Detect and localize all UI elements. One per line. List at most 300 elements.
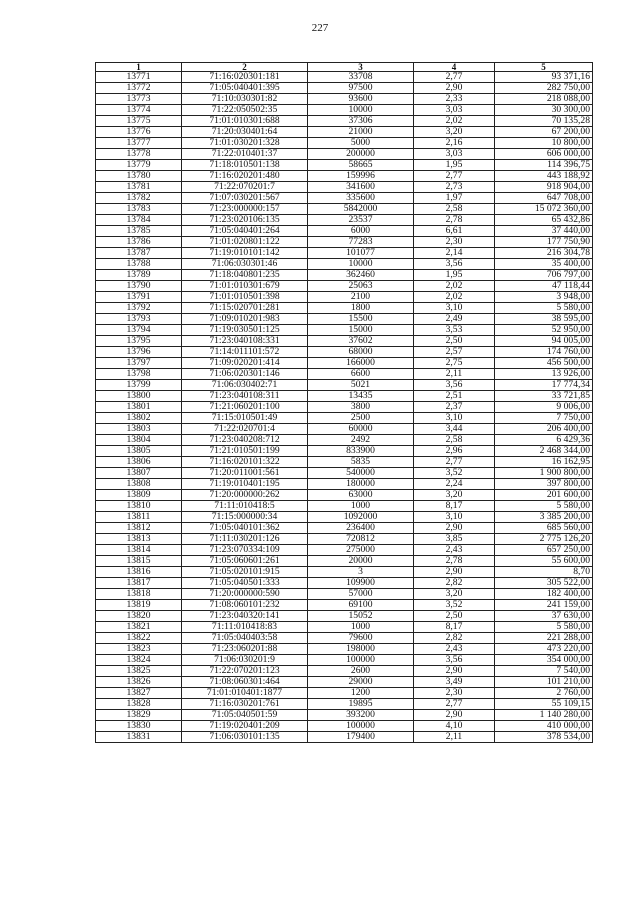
row-number-cell: 13831 bbox=[96, 732, 182, 743]
area-cell: 13435 bbox=[308, 391, 414, 402]
area-cell: 33708 bbox=[308, 72, 414, 83]
area-cell: 3800 bbox=[308, 402, 414, 413]
row-number-cell: 13805 bbox=[96, 446, 182, 457]
column-header: 2 bbox=[182, 63, 308, 72]
row-number-cell: 13806 bbox=[96, 457, 182, 468]
row-number-cell: 13800 bbox=[96, 391, 182, 402]
rate-cell: 2,02 bbox=[414, 292, 495, 303]
area-cell: 179400 bbox=[308, 732, 414, 743]
cadastral-number-cell: 71:23:040320:141 bbox=[182, 611, 308, 622]
rate-cell: 2,43 bbox=[414, 545, 495, 556]
cadastral-number-cell: 71:23:060201:88 bbox=[182, 644, 308, 655]
cadastral-number-cell: 71:23:000000:157 bbox=[182, 204, 308, 215]
value-cell: 114 396,75 bbox=[495, 160, 593, 171]
cadastral-number-cell: 71:05:040401:264 bbox=[182, 226, 308, 237]
table-row bbox=[96, 270, 593, 281]
area-cell: 25063 bbox=[308, 281, 414, 292]
area-cell: 100000 bbox=[308, 655, 414, 666]
area-cell: 335600 bbox=[308, 193, 414, 204]
cadastral-number-cell: 71:15:020701:281 bbox=[182, 303, 308, 314]
rate-cell: 3,10 bbox=[414, 512, 495, 523]
row-number-cell: 13808 bbox=[96, 479, 182, 490]
row-number-cell: 13804 bbox=[96, 435, 182, 446]
cadastral-number-cell: 71:11:010418:83 bbox=[182, 622, 308, 633]
row-number-cell: 13797 bbox=[96, 358, 182, 369]
value-cell: 101 210,00 bbox=[495, 677, 593, 688]
value-cell: 354 000,00 bbox=[495, 655, 593, 666]
row-number-cell: 13793 bbox=[96, 314, 182, 325]
cadastral-number-cell: 71:06:020301:146 bbox=[182, 369, 308, 380]
value-cell: 37 630,00 bbox=[495, 611, 593, 622]
row-number-cell: 13795 bbox=[96, 336, 182, 347]
table-row bbox=[96, 479, 593, 490]
row-number-cell: 13829 bbox=[96, 710, 182, 721]
area-cell: 97500 bbox=[308, 83, 414, 94]
area-cell: 362460 bbox=[308, 270, 414, 281]
table-row bbox=[96, 193, 593, 204]
area-cell: 5842000 bbox=[308, 204, 414, 215]
row-number-cell: 13810 bbox=[96, 501, 182, 512]
rate-cell: 2,77 bbox=[414, 72, 495, 83]
area-cell: 109900 bbox=[308, 578, 414, 589]
row-number-cell: 13826 bbox=[96, 677, 182, 688]
table-row bbox=[96, 633, 593, 644]
area-cell: 5000 bbox=[308, 138, 414, 149]
rate-cell: 2,77 bbox=[414, 457, 495, 468]
cadastral-number-cell: 71:05:040501:333 bbox=[182, 578, 308, 589]
area-cell: 69100 bbox=[308, 600, 414, 611]
table-row bbox=[96, 578, 593, 589]
row-number-cell: 13814 bbox=[96, 545, 182, 556]
rate-cell: 2,58 bbox=[414, 435, 495, 446]
area-cell: 2100 bbox=[308, 292, 414, 303]
value-cell: 2 760,00 bbox=[495, 688, 593, 699]
rate-cell: 2,90 bbox=[414, 710, 495, 721]
table-row bbox=[96, 732, 593, 743]
value-cell: 657 250,00 bbox=[495, 545, 593, 556]
row-number-cell: 13792 bbox=[96, 303, 182, 314]
table-row bbox=[96, 710, 593, 721]
area-cell: 1800 bbox=[308, 303, 414, 314]
cadastral-number-cell: 71:20:030401:64 bbox=[182, 127, 308, 138]
area-cell: 2600 bbox=[308, 666, 414, 677]
area-cell: 1200 bbox=[308, 688, 414, 699]
cadastral-number-cell: 71:19:020401:209 bbox=[182, 721, 308, 732]
cadastral-number-cell: 71:21:060201:100 bbox=[182, 402, 308, 413]
area-cell: 1000 bbox=[308, 622, 414, 633]
table-row bbox=[96, 413, 593, 424]
row-number-cell: 13773 bbox=[96, 94, 182, 105]
rate-cell: 3,56 bbox=[414, 380, 495, 391]
table-row bbox=[96, 83, 593, 94]
table-row bbox=[96, 182, 593, 193]
cadastral-number-cell: 71:22:050502:35 bbox=[182, 105, 308, 116]
row-number-cell: 13798 bbox=[96, 369, 182, 380]
value-cell: 378 534,00 bbox=[495, 732, 593, 743]
rate-cell: 6,61 bbox=[414, 226, 495, 237]
table-row bbox=[96, 259, 593, 270]
row-number-cell: 13824 bbox=[96, 655, 182, 666]
cadastral-number-cell: 71:21:010501:199 bbox=[182, 446, 308, 457]
table-row bbox=[96, 545, 593, 556]
table-row bbox=[96, 622, 593, 633]
value-cell: 218 088,00 bbox=[495, 94, 593, 105]
value-cell: 647 708,00 bbox=[495, 193, 593, 204]
cadastral-number-cell: 71:01:010301:688 bbox=[182, 116, 308, 127]
cadastral-number-cell: 71:05:020101:915 bbox=[182, 567, 308, 578]
table-row bbox=[96, 589, 593, 600]
cadastral-number-cell: 71:01:010401:1877 bbox=[182, 688, 308, 699]
rate-cell: 1,97 bbox=[414, 193, 495, 204]
area-cell: 29000 bbox=[308, 677, 414, 688]
rate-cell: 3,53 bbox=[414, 325, 495, 336]
cadastral-number-cell: 71:06:030201:9 bbox=[182, 655, 308, 666]
row-number-cell: 13827 bbox=[96, 688, 182, 699]
cadastral-number-cell: 71:23:040208:712 bbox=[182, 435, 308, 446]
row-number-cell: 13811 bbox=[96, 512, 182, 523]
rate-cell: 3,56 bbox=[414, 655, 495, 666]
column-header: 5 bbox=[495, 63, 593, 72]
value-cell: 55 109,15 bbox=[495, 699, 593, 710]
rate-cell: 3,20 bbox=[414, 589, 495, 600]
cadastral-number-cell: 71:16:030201:761 bbox=[182, 699, 308, 710]
value-cell: 47 118,44 bbox=[495, 281, 593, 292]
row-number-cell: 13828 bbox=[96, 699, 182, 710]
value-cell: 473 220,00 bbox=[495, 644, 593, 655]
row-number-cell: 13775 bbox=[96, 116, 182, 127]
cadastral-number-cell: 71:05:040501:59 bbox=[182, 710, 308, 721]
table-row bbox=[96, 336, 593, 347]
cadastral-number-cell: 71:22:010401:37 bbox=[182, 149, 308, 160]
area-cell: 60000 bbox=[308, 424, 414, 435]
rate-cell: 2,30 bbox=[414, 237, 495, 248]
area-cell: 37602 bbox=[308, 336, 414, 347]
value-cell: 8,70 bbox=[495, 567, 593, 578]
area-cell: 23537 bbox=[308, 215, 414, 226]
table-row bbox=[96, 72, 593, 83]
rate-cell: 3,85 bbox=[414, 534, 495, 545]
rate-cell: 3,52 bbox=[414, 600, 495, 611]
row-number-cell: 13816 bbox=[96, 567, 182, 578]
area-cell: 720812 bbox=[308, 534, 414, 545]
value-cell: 9 006,00 bbox=[495, 402, 593, 413]
cadastral-number-cell: 71:01:030201:328 bbox=[182, 138, 308, 149]
area-cell: 68000 bbox=[308, 347, 414, 358]
cadastral-number-cell: 71:22:020701:4 bbox=[182, 424, 308, 435]
table-row bbox=[96, 655, 593, 666]
table-row bbox=[96, 567, 593, 578]
value-cell: 55 600,00 bbox=[495, 556, 593, 567]
table-row bbox=[96, 105, 593, 116]
row-number-cell: 13786 bbox=[96, 237, 182, 248]
rate-cell: 3,10 bbox=[414, 413, 495, 424]
row-number-cell: 13782 bbox=[96, 193, 182, 204]
value-cell: 7 540,00 bbox=[495, 666, 593, 677]
value-cell: 38 595,00 bbox=[495, 314, 593, 325]
cadastral-number-cell: 71:05:060601:261 bbox=[182, 556, 308, 567]
rate-cell: 2,58 bbox=[414, 204, 495, 215]
table-row bbox=[96, 600, 593, 611]
area-cell: 6600 bbox=[308, 369, 414, 380]
cadastral-number-cell: 71:10:030301:82 bbox=[182, 94, 308, 105]
area-cell: 275000 bbox=[308, 545, 414, 556]
rate-cell: 2,11 bbox=[414, 369, 495, 380]
value-cell: 15 072 360,00 bbox=[495, 204, 593, 215]
table-row bbox=[96, 347, 593, 358]
row-number-cell: 13796 bbox=[96, 347, 182, 358]
area-cell: 19895 bbox=[308, 699, 414, 710]
area-cell: 341600 bbox=[308, 182, 414, 193]
value-cell: 305 522,00 bbox=[495, 578, 593, 589]
value-cell: 443 188,92 bbox=[495, 171, 593, 182]
table-row bbox=[96, 204, 593, 215]
rate-cell: 3,03 bbox=[414, 105, 495, 116]
value-cell: 397 800,00 bbox=[495, 479, 593, 490]
rate-cell: 3,03 bbox=[414, 149, 495, 160]
cadastral-number-cell: 71:01:020801:122 bbox=[182, 237, 308, 248]
table-row bbox=[96, 721, 593, 732]
table-row bbox=[96, 644, 593, 655]
rate-cell: 2,51 bbox=[414, 391, 495, 402]
rate-cell: 2,24 bbox=[414, 479, 495, 490]
row-number-cell: 13820 bbox=[96, 611, 182, 622]
area-cell: 21000 bbox=[308, 127, 414, 138]
rate-cell: 3,49 bbox=[414, 677, 495, 688]
cadastral-table bbox=[95, 62, 593, 743]
row-number-cell: 13785 bbox=[96, 226, 182, 237]
row-number-cell: 13778 bbox=[96, 149, 182, 160]
rate-cell: 2,82 bbox=[414, 633, 495, 644]
rate-cell: 2,77 bbox=[414, 699, 495, 710]
area-cell: 1000 bbox=[308, 501, 414, 512]
row-number-cell: 13809 bbox=[96, 490, 182, 501]
row-number-cell: 13812 bbox=[96, 523, 182, 534]
row-number-cell: 13791 bbox=[96, 292, 182, 303]
value-cell: 52 950,00 bbox=[495, 325, 593, 336]
area-cell: 393200 bbox=[308, 710, 414, 721]
value-cell: 65 432,86 bbox=[495, 215, 593, 226]
value-cell: 5 580,00 bbox=[495, 501, 593, 512]
value-cell: 201 600,00 bbox=[495, 490, 593, 501]
row-number-cell: 13830 bbox=[96, 721, 182, 732]
value-cell: 918 904,00 bbox=[495, 182, 593, 193]
table-row bbox=[96, 292, 593, 303]
area-cell: 2492 bbox=[308, 435, 414, 446]
value-cell: 93 371,16 bbox=[495, 72, 593, 83]
row-number-cell: 13774 bbox=[96, 105, 182, 116]
area-cell: 100000 bbox=[308, 721, 414, 732]
value-cell: 94 005,00 bbox=[495, 336, 593, 347]
cadastral-number-cell: 71:16:020301:181 bbox=[182, 72, 308, 83]
area-cell: 15000 bbox=[308, 325, 414, 336]
table-row bbox=[96, 446, 593, 457]
rate-cell: 2,77 bbox=[414, 171, 495, 182]
table-row bbox=[96, 248, 593, 259]
row-number-cell: 13781 bbox=[96, 182, 182, 193]
table-row bbox=[96, 424, 593, 435]
table-row bbox=[96, 116, 593, 127]
rate-cell: 2,57 bbox=[414, 347, 495, 358]
cadastral-number-cell: 71:20:000000:590 bbox=[182, 589, 308, 600]
rate-cell: 2,75 bbox=[414, 358, 495, 369]
table-row bbox=[96, 523, 593, 534]
rate-cell: 2,33 bbox=[414, 94, 495, 105]
row-number-cell: 13815 bbox=[96, 556, 182, 567]
cadastral-number-cell: 71:06:030301:46 bbox=[182, 259, 308, 270]
rate-cell: 3,20 bbox=[414, 127, 495, 138]
table-row bbox=[96, 556, 593, 567]
row-number-cell: 13784 bbox=[96, 215, 182, 226]
rate-cell: 2,82 bbox=[414, 578, 495, 589]
row-number-cell: 13779 bbox=[96, 160, 182, 171]
value-cell: 206 400,00 bbox=[495, 424, 593, 435]
value-cell: 182 400,00 bbox=[495, 589, 593, 600]
cadastral-number-cell: 71:14:011101:572 bbox=[182, 347, 308, 358]
rate-cell: 4,10 bbox=[414, 721, 495, 732]
rate-cell: 2,49 bbox=[414, 314, 495, 325]
table-row bbox=[96, 314, 593, 325]
rate-cell: 2,78 bbox=[414, 556, 495, 567]
row-number-cell: 13801 bbox=[96, 402, 182, 413]
row-number-cell: 13799 bbox=[96, 380, 182, 391]
area-cell: 37306 bbox=[308, 116, 414, 127]
rate-cell: 2,16 bbox=[414, 138, 495, 149]
row-number-cell: 13771 bbox=[96, 72, 182, 83]
row-number-cell: 13822 bbox=[96, 633, 182, 644]
cadastral-number-cell: 71:08:060101:232 bbox=[182, 600, 308, 611]
row-number-cell: 13794 bbox=[96, 325, 182, 336]
cadastral-number-cell: 71:11:010418:5 bbox=[182, 501, 308, 512]
value-cell: 5 580,00 bbox=[495, 622, 593, 633]
rate-cell: 2,43 bbox=[414, 644, 495, 655]
area-cell: 2500 bbox=[308, 413, 414, 424]
rate-cell: 3,44 bbox=[414, 424, 495, 435]
value-cell: 177 750,90 bbox=[495, 237, 593, 248]
row-number-cell: 13789 bbox=[96, 270, 182, 281]
value-cell: 410 000,00 bbox=[495, 721, 593, 732]
row-number-cell: 13780 bbox=[96, 171, 182, 182]
area-cell: 10000 bbox=[308, 259, 414, 270]
row-number-cell: 13817 bbox=[96, 578, 182, 589]
value-cell: 1 140 280,00 bbox=[495, 710, 593, 721]
rate-cell: 3,52 bbox=[414, 468, 495, 479]
table-row bbox=[96, 127, 593, 138]
value-cell: 3 948,00 bbox=[495, 292, 593, 303]
value-cell: 6 429,36 bbox=[495, 435, 593, 446]
table-row bbox=[96, 611, 593, 622]
row-number-cell: 13802 bbox=[96, 413, 182, 424]
row-number-cell: 13807 bbox=[96, 468, 182, 479]
value-cell: 2 468 344,00 bbox=[495, 446, 593, 457]
table-row bbox=[96, 149, 593, 160]
cadastral-number-cell: 71:16:020201:480 bbox=[182, 171, 308, 182]
table-row bbox=[96, 226, 593, 237]
value-cell: 2 775 126,20 bbox=[495, 534, 593, 545]
table-body bbox=[96, 72, 593, 743]
table-row bbox=[96, 237, 593, 248]
value-cell: 216 304,78 bbox=[495, 248, 593, 259]
table-row bbox=[96, 160, 593, 171]
area-cell: 1092000 bbox=[308, 512, 414, 523]
cadastral-number-cell: 71:23:040108:331 bbox=[182, 336, 308, 347]
cadastral-number-cell: 71:19:010401:195 bbox=[182, 479, 308, 490]
area-cell: 198000 bbox=[308, 644, 414, 655]
value-cell: 241 159,00 bbox=[495, 600, 593, 611]
table-row bbox=[96, 380, 593, 391]
row-number-cell: 13772 bbox=[96, 83, 182, 94]
cadastral-number-cell: 71:11:030201:126 bbox=[182, 534, 308, 545]
table-row bbox=[96, 391, 593, 402]
table-row bbox=[96, 512, 593, 523]
row-number-cell: 13788 bbox=[96, 259, 182, 270]
rate-cell: 2,11 bbox=[414, 732, 495, 743]
value-cell: 1 900 800,00 bbox=[495, 468, 593, 479]
cadastral-number-cell: 71:20:011001:561 bbox=[182, 468, 308, 479]
column-header: 3 bbox=[308, 63, 414, 72]
area-cell: 236400 bbox=[308, 523, 414, 534]
rate-cell: 2,37 bbox=[414, 402, 495, 413]
area-cell: 159996 bbox=[308, 171, 414, 182]
area-cell: 101077 bbox=[308, 248, 414, 259]
rate-cell: 2,02 bbox=[414, 281, 495, 292]
table-row bbox=[96, 215, 593, 226]
rate-cell: 3,10 bbox=[414, 303, 495, 314]
value-cell: 706 797,00 bbox=[495, 270, 593, 281]
table-row bbox=[96, 666, 593, 677]
cadastral-number-cell: 71:08:060301:464 bbox=[182, 677, 308, 688]
cadastral-number-cell: 71:01:010501:398 bbox=[182, 292, 308, 303]
cadastral-number-cell: 71:23:040108:311 bbox=[182, 391, 308, 402]
rate-cell: 2,02 bbox=[414, 116, 495, 127]
area-cell: 57000 bbox=[308, 589, 414, 600]
column-header: 4 bbox=[414, 63, 495, 72]
row-number-cell: 13813 bbox=[96, 534, 182, 545]
table-row bbox=[96, 402, 593, 413]
cadastral-number-cell: 71:18:040801:235 bbox=[182, 270, 308, 281]
table-row bbox=[96, 94, 593, 105]
rate-cell: 2,14 bbox=[414, 248, 495, 259]
area-cell: 20000 bbox=[308, 556, 414, 567]
cadastral-number-cell: 71:07:030201:567 bbox=[182, 193, 308, 204]
table-row bbox=[96, 171, 593, 182]
row-number-cell: 13776 bbox=[96, 127, 182, 138]
table-row bbox=[96, 490, 593, 501]
table-row bbox=[96, 369, 593, 380]
area-cell: 180000 bbox=[308, 479, 414, 490]
table-row bbox=[96, 688, 593, 699]
cadastral-number-cell: 71:19:030501:125 bbox=[182, 325, 308, 336]
table-row bbox=[96, 435, 593, 446]
row-number-cell: 13787 bbox=[96, 248, 182, 259]
cadastral-number-cell: 71:22:070201:123 bbox=[182, 666, 308, 677]
table-row bbox=[96, 138, 593, 149]
rate-cell: 2,78 bbox=[414, 215, 495, 226]
rate-cell: 1,95 bbox=[414, 160, 495, 171]
value-cell: 174 760,00 bbox=[495, 347, 593, 358]
value-cell: 5 580,00 bbox=[495, 303, 593, 314]
rate-cell: 2,50 bbox=[414, 611, 495, 622]
row-number-cell: 13803 bbox=[96, 424, 182, 435]
rate-cell: 1,95 bbox=[414, 270, 495, 281]
cadastral-number-cell: 71:09:010201:983 bbox=[182, 314, 308, 325]
rate-cell: 2,96 bbox=[414, 446, 495, 457]
area-cell: 5835 bbox=[308, 457, 414, 468]
rate-cell: 2,30 bbox=[414, 688, 495, 699]
rate-cell: 3,56 bbox=[414, 259, 495, 270]
area-cell: 166000 bbox=[308, 358, 414, 369]
cadastral-number-cell: 71:06:030101:135 bbox=[182, 732, 308, 743]
value-cell: 67 200,00 bbox=[495, 127, 593, 138]
